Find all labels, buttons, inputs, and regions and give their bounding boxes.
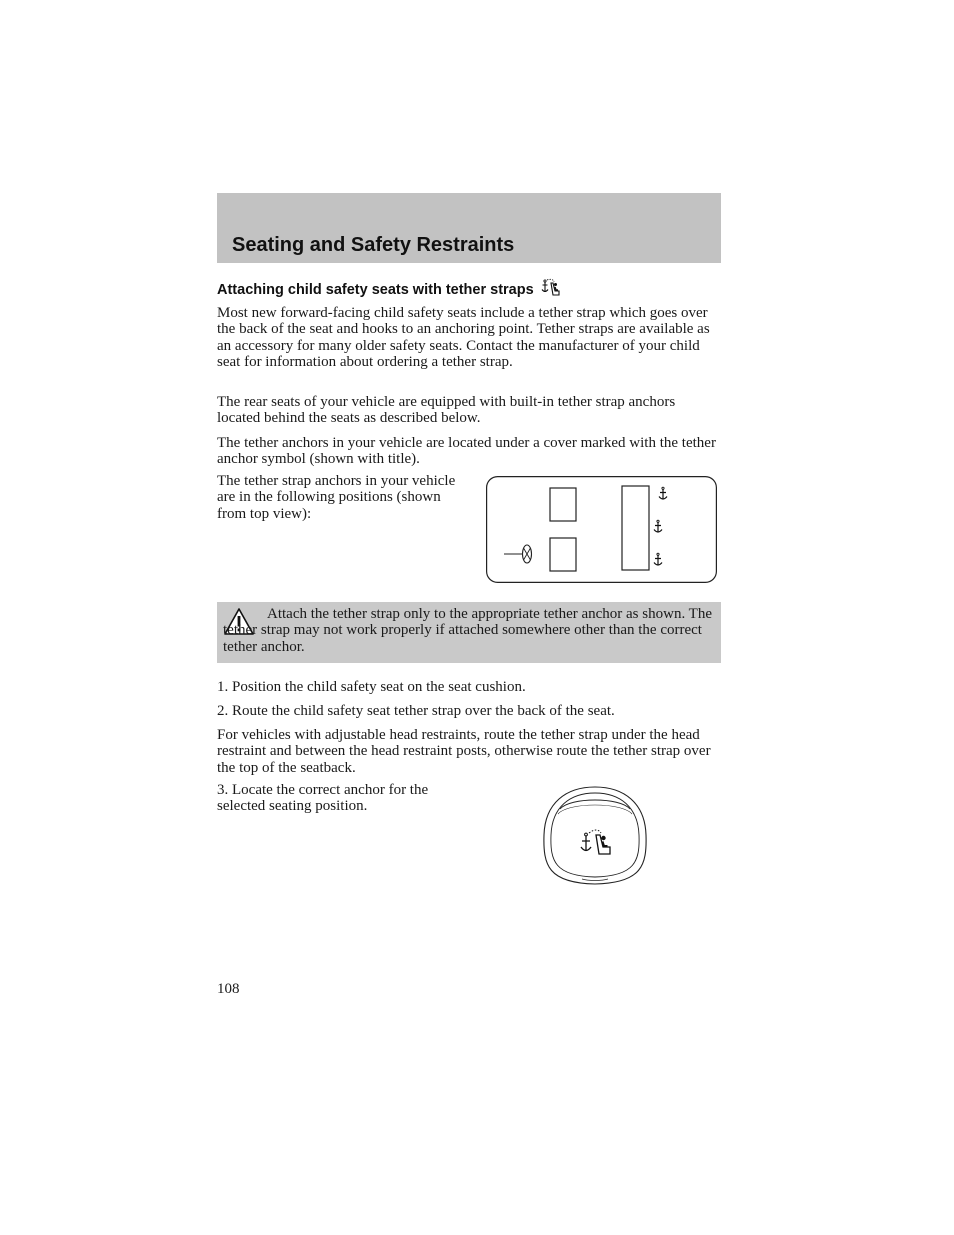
warning-text: Attach the tether strap only to the appropriate tether anchor as shown. The tether strap may not work properly if attached somewhere other than the correct tether anchor. [223, 606, 712, 655]
tether-anchor-positions-diagram [486, 476, 717, 583]
child-seat-tether-anchor-icon [540, 278, 560, 302]
tether-anchor-cover-icon [542, 785, 648, 887]
cover-paragraph: The tether anchors in your vehicle are located under a cover marked with the tether anchor symbol (shown with title). [217, 435, 716, 468]
page-number: 108 [217, 981, 240, 997]
rear-seats-paragraph: The rear seats of your vehicle are equipped with built-in tether strap anchors located behind the seats as described below. [217, 394, 676, 427]
step-2: 2. Route the child safety seat tether strap over the back of the seat. [217, 703, 615, 719]
header-band [217, 193, 721, 263]
section-heading [217, 278, 560, 302]
intro-paragraph: Most new forward-facing child safety seats include a tether strap which goes over the back of the seat and hooks to an anchoring point. Tether straps are available as an accessory for many older safety seats. Contact the manufacturer of your child seat for information about ordering a tether strap. [217, 305, 710, 371]
page-title: Seating and Safety Restraints [232, 234, 515, 256]
step-1: 1. Position the child safety seat on the seat cushion. [217, 679, 526, 695]
step-3: 3. Locate the correct anchor for the selected seating position. [217, 782, 429, 815]
section-heading-text: Attaching child safety seats with tether straps [217, 282, 534, 298]
adjustable-head-restraint-paragraph: For vehicles with adjustable head restraints, route the tether strap under the head restraint and between the head restraint posts, otherwise route the tether strap over the top of the seatback. [217, 727, 711, 776]
warning-box [217, 602, 721, 663]
positions-paragraph: The tether strap anchors in your vehicle are in the following positions (shown from top view): [217, 473, 456, 522]
